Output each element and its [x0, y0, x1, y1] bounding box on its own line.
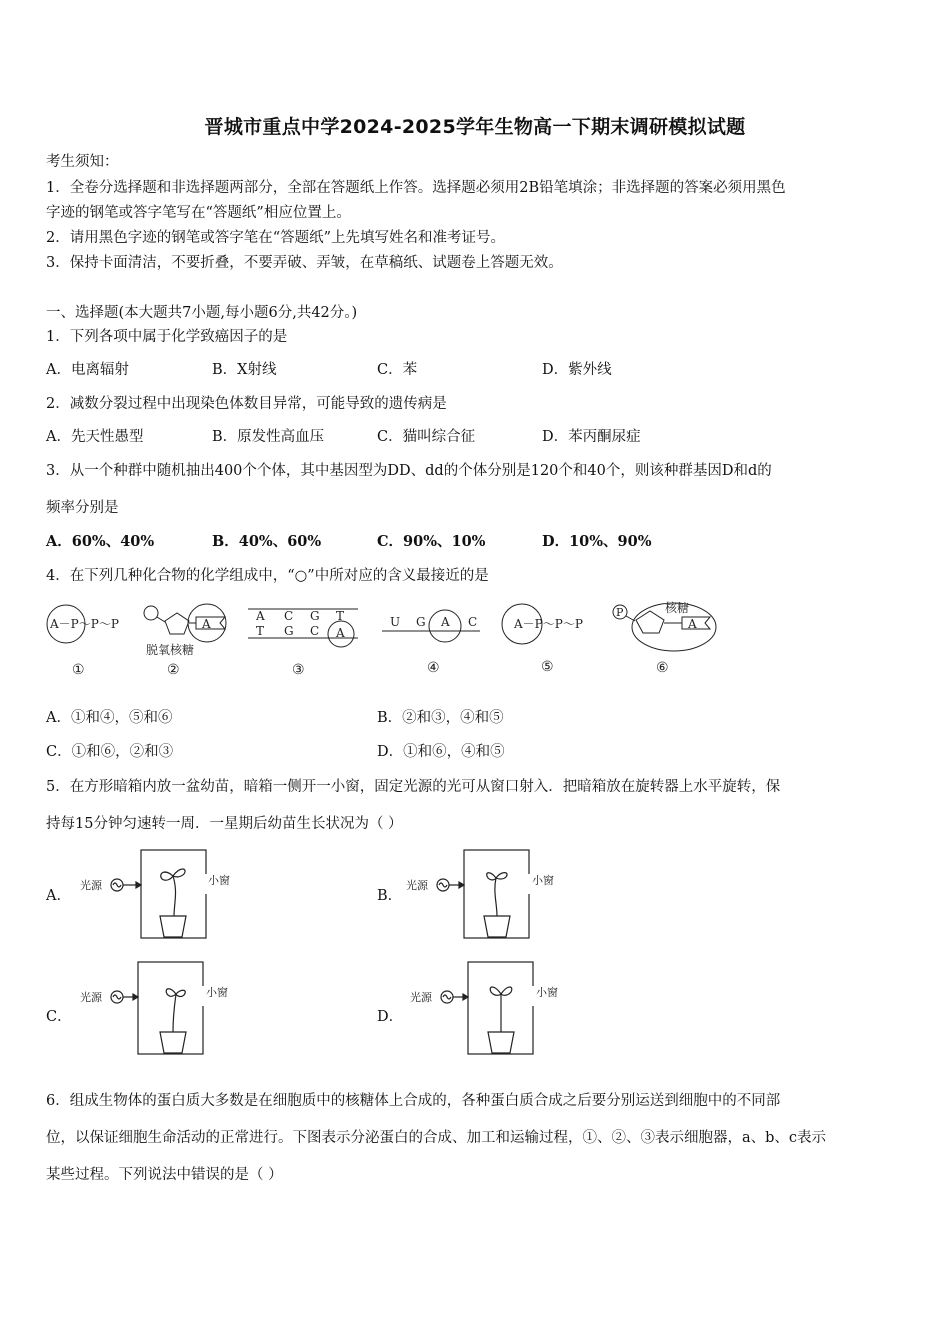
q6-line1: 6．组成生物体的蛋白质大多数是在细胞质中的核糖体上合成的，各种蛋白质合成之后要分别运送到细胞中的不同部 — [46, 1093, 781, 1109]
q2-option-d[interactable]: D．苯丙酮尿症 — [542, 429, 641, 445]
q1-option-a[interactable]: A．电离辐射 — [46, 362, 129, 378]
q5-stem-line2: 持每15分钟匀速转一周．一星期后幼苗生长状况为（ ） — [46, 816, 403, 832]
svg-text:U: U — [390, 615, 401, 629]
q5-option-d[interactable]: D． — [377, 1009, 404, 1025]
q6-line3: 某些过程。下列说法中错误的是（ ） — [46, 1167, 283, 1183]
q1-option-b[interactable]: B．X射线 — [212, 362, 277, 378]
q4-structure-4 — [382, 610, 480, 642]
svg-text:G: G — [310, 609, 320, 623]
q1-option-d[interactable]: D．紫外线 — [542, 362, 612, 378]
svg-text:光源: 光源 — [406, 879, 428, 892]
section-heading: 一、选择题(本大题共7小题,每小题6分,共42分。) — [46, 305, 358, 321]
q2-stem: 2．减数分裂过程中出现染色体数目异常，可能导致的遗传病是 — [46, 396, 447, 412]
q5-option-b[interactable]: B． — [377, 888, 403, 904]
q5-option-a[interactable]: A． — [46, 888, 71, 904]
svg-text:A: A — [256, 609, 265, 623]
f6-base: A — [688, 617, 697, 631]
q5-stem-line1: 5．在方形暗箱内放一盆幼苗，暗箱一侧开一小窗，固定光源的光可从窗口射入．把暗箱放在旋转器上水平旋转，保 — [46, 779, 781, 795]
q4-figure — [40, 596, 740, 686]
f2-base: A — [202, 617, 211, 631]
q5-figure-d — [408, 958, 578, 1056]
q1-stem: 1．下列各项中属于化学致癌因子的是 — [46, 329, 288, 345]
q3-option-c[interactable]: C．90%、10% — [377, 533, 486, 550]
f6-p: P — [616, 606, 624, 619]
q6-line2: 位，以保证细胞生命活动的正常进行。下图表示分泌蛋白的合成、加工和运输过程，①、②、③表示细胞器，a、b、c表示 — [46, 1130, 827, 1146]
svg-text:光源: 光源 — [80, 879, 102, 892]
q2-option-c[interactable]: C．猫叫综合征 — [377, 429, 476, 445]
svg-text:小窗: 小窗 — [206, 986, 228, 999]
svg-text:光源: 光源 — [80, 991, 102, 1004]
q3-stem-line1: 3．从一个种群中随机抽出400个个体，其中基因型为DD、dd的个体分别是120个和40个，则该种群基因D和d的 — [46, 463, 772, 479]
q4-stem: 4．在下列几种化合物的化学组成中，“○”中所对应的含义最接近的是 — [46, 568, 489, 584]
q4-structure-6 — [613, 600, 716, 651]
svg-text:小窗: 小窗 — [208, 874, 230, 887]
q4-option-c[interactable]: C．①和⑥，②和③ — [46, 744, 174, 760]
notice-item-3: 3．保持卡面清洁，不要折叠，不要弄破、弄皱，在草稿纸、试题卷上答题无效。 — [46, 255, 563, 271]
q4-option-a[interactable]: A．①和④，⑤和⑥ — [46, 710, 173, 726]
svg-text:A: A — [336, 626, 345, 640]
notice-heading: 考生须知： — [46, 154, 119, 170]
q5-option-c[interactable]: C． — [46, 1009, 72, 1025]
q4-structure-5 — [502, 604, 583, 644]
q4-number-1: ① — [72, 662, 85, 678]
notice-item-1: 1．全卷分选择题和非选择题两部分，全部在答题纸上作答。选择题必须用2B铅笔填涂；非选择题的答案必须用黑色 — [46, 180, 786, 196]
svg-text:T: T — [336, 609, 345, 623]
q2-option-b[interactable]: B．原发性高血压 — [212, 429, 325, 445]
q4-number-6: ⑥ — [656, 660, 669, 676]
svg-text:T: T — [256, 624, 265, 638]
q5-figure-c — [78, 958, 248, 1056]
q1-option-c[interactable]: C．苯 — [377, 362, 418, 378]
svg-text:小窗: 小窗 — [532, 874, 554, 887]
q4-option-b[interactable]: B．②和③，④和⑤ — [377, 710, 504, 726]
svg-text:G: G — [416, 615, 426, 629]
svg-text:C: C — [284, 609, 294, 623]
q5-figure-a — [78, 846, 248, 942]
q3-option-a[interactable]: A．60%、40% — [46, 533, 155, 550]
q4-number-3: ③ — [292, 662, 305, 678]
q4-structure-1 — [47, 605, 119, 643]
notice-item-2: 2．请用黑色字迹的钢笔或答字笔在“答题纸”上先填写姓名和准考证号。 — [46, 230, 506, 246]
q4-number-4: ④ — [427, 660, 440, 676]
f2-label: 脱氧核糖 — [146, 643, 195, 657]
svg-text:小窗: 小窗 — [536, 986, 558, 999]
svg-text:C: C — [468, 615, 478, 629]
q4-structure-2 — [144, 604, 226, 657]
svg-text:G: G — [284, 624, 294, 638]
q4-option-d[interactable]: D．①和⑥，④和⑤ — [377, 744, 505, 760]
notice-item-1-cont: 字迹的钢笔或答字笔写在“答题纸”相应位置上。 — [46, 205, 351, 221]
q2-option-a[interactable]: A．先天性愚型 — [46, 429, 144, 445]
f5-text: A－P～P～P — [514, 617, 583, 631]
svg-text:A: A — [441, 615, 450, 629]
q3-stem-line2: 频率分别是 — [46, 500, 119, 516]
q4-number-2: ② — [167, 662, 180, 678]
q3-option-b[interactable]: B．40%、60% — [212, 533, 322, 550]
svg-text:C: C — [310, 624, 320, 638]
f6-label: 核糖 — [665, 601, 690, 615]
svg-text:光源: 光源 — [410, 991, 432, 1004]
page-title: 晋城市重点中学2024-2025学年生物高一下期末调研模拟试题 — [204, 116, 746, 138]
q4-structure-3 — [248, 609, 358, 647]
q5-figure-b — [404, 846, 574, 942]
q4-number-5: ⑤ — [541, 659, 554, 675]
q3-option-d[interactable]: D．10%、90% — [542, 533, 652, 550]
f1-text: A－P～P～P — [50, 617, 119, 631]
